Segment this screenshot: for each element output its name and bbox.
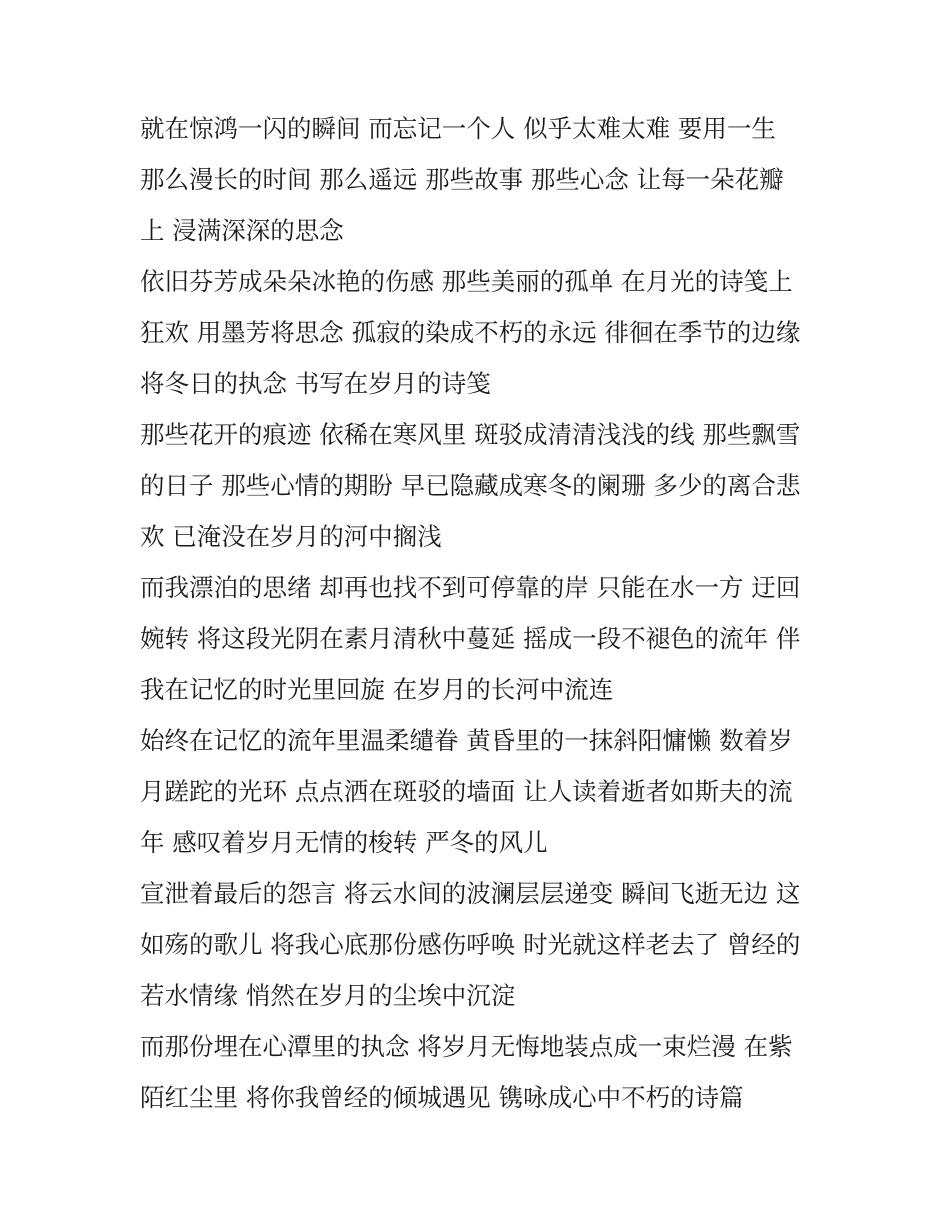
text-line: 那些花开的痕迹 依稀在寒风里 斑驳成清清浅浅的线 那些飘雪 xyxy=(140,420,801,449)
text-line: 狂欢 用墨芳将思念 孤寂的染成不朽的永远 徘徊在季节的边缘 xyxy=(140,318,801,347)
text-line: 依旧芬芳成朵朵冰艳的伤感 那些美丽的孤单 在月光的诗笺上 xyxy=(140,267,793,296)
text-line: 那么漫长的时间 那么遥远 那些故事 那些心念 让每一朵花瓣 xyxy=(140,165,784,194)
text-line: 而我漂泊的思绪 却再也找不到可停靠的岸 只能在水一方 迂回 xyxy=(140,573,801,602)
text-line: 若水情缘 悄然在岁月的尘埃中沉淀 xyxy=(140,981,516,1010)
text-line: 就在惊鸿一闪的瞬间 而忘记一个人 似乎太难太难 要用一生 xyxy=(140,114,776,143)
text-line: 将冬日的执念 书写在岁月的诗笺 xyxy=(140,369,491,398)
text-line: 陌红尘里 将你我曾经的倾城遇见 镌咏成心中不朽的诗篇 xyxy=(140,1083,744,1112)
text-line: 上 浸满深深的思念 xyxy=(140,216,344,245)
text-line: 而那份埋在心潭里的执念 将岁月无悔地装点成一束烂漫 在紫 xyxy=(140,1032,793,1061)
text-line: 始终在记忆的流年里温柔缱眷 黄昏里的一抹斜阳慵懒 数着岁 xyxy=(140,726,793,755)
text-line: 欢 已淹没在岁月的河中搁浅 xyxy=(140,522,442,551)
text-line: 如殇的歌儿 将我心底那份感伤呼唤 时光就这样老去了 曾经的 xyxy=(140,930,801,959)
text-line: 月蹉跎的光环 点点洒在斑驳的墙面 让人读着逝者如斯夫的流 xyxy=(140,777,793,806)
text-line: 年 感叹着岁月无情的梭转 严冬的风儿 xyxy=(140,828,548,857)
prose-text xyxy=(140,103,820,1123)
text-line: 我在记忆的时光里回旋 在岁月的长河中流连 xyxy=(140,675,614,704)
text-line: 宣泄着最后的怨言 将云水间的波澜层层递变 瞬间飞逝无边 这 xyxy=(140,879,801,908)
text-line: 的日子 那些心情的期盼 早已隐藏成寒冬的阑珊 多少的离合悲 xyxy=(140,471,801,500)
text-line: 婉转 将这段光阴在素月清秋中蔓延 摇成一段不褪色的流年 伴 xyxy=(140,624,801,653)
